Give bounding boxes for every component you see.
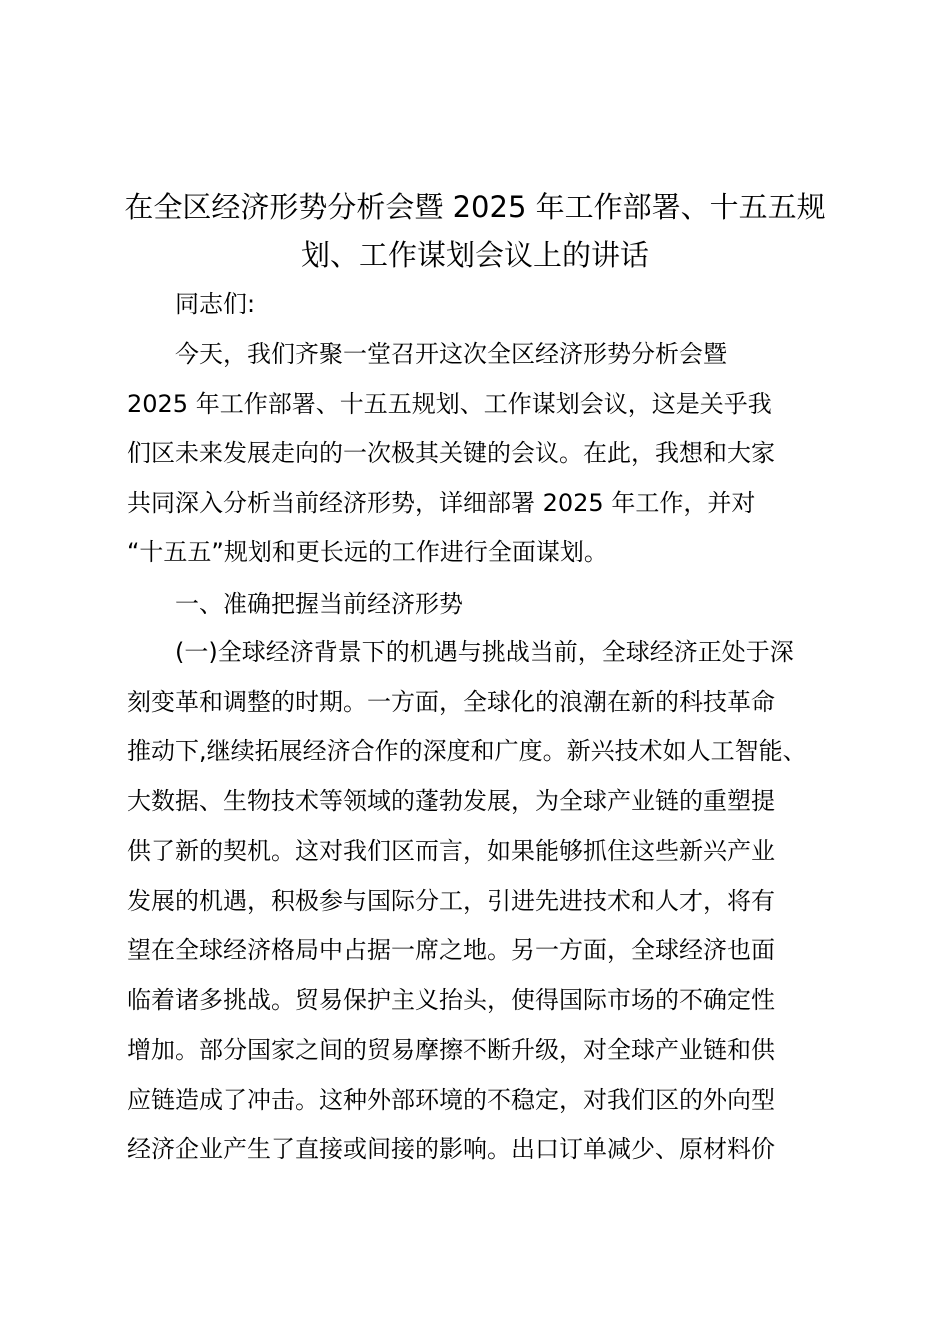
salutation: 同志们: — [175, 290, 256, 318]
document-title-line-1: 在全区经济形势分析会暨 2025 年工作部署、十五五规 — [124, 190, 826, 224]
paragraph2-line-6: 发展的机遇，积极参与国际分工，引进先进技术和人才，将有 — [127, 887, 775, 915]
paragraph1-line-2: 2025 年工作部署、十五五规划、工作谋划会议，这是关乎我 — [127, 390, 772, 418]
paragraph1-line-1: 今天，我们齐聚一堂召开这次全区经济形势分析会暨 — [175, 340, 727, 368]
paragraph2-line-10: 应链造成了冲击。这种外部环境的不稳定，对我们区的外向型 — [127, 1086, 775, 1114]
paragraph2-line-11: 经济企业产生了直接或间接的影响。出口订单减少、原材料价 — [127, 1135, 775, 1163]
paragraph2-line-4: 大数据、生物技术等领域的蓬勃发展，为全球产业链的重塑提 — [127, 787, 775, 815]
document-title-line-2: 划、工作谋划会议上的讲话 — [300, 238, 649, 272]
paragraph2-line-2: 刻变革和调整的时期。一方面，全球化的浪潮在新的科技革命 — [127, 688, 775, 716]
paragraph1-line-5: “十五五”规划和更长远的工作进行全面谋划。 — [127, 538, 608, 566]
paragraph1-line-4: 共同深入分析当前经济形势，详细部署 2025 年工作，并对 — [127, 489, 756, 517]
paragraph2-line-7: 望在全球经济格局中占据一席之地。另一方面，全球经济也面 — [127, 936, 775, 964]
paragraph2-line-5: 供了新的契机。这对我们区而言，如果能够抓住这些新兴产业 — [127, 837, 775, 865]
paragraph2-line-1: (一)全球经济背景下的机遇与挑战当前，全球经济正处于深 — [175, 638, 794, 666]
paragraph2-line-9: 增加。部分国家之间的贸易摩擦不断升级，对全球产业链和供 — [127, 1036, 775, 1064]
paragraph2-line-8: 临着诸多挑战。贸易保护主义抬头，使得国际市场的不确定性 — [127, 986, 775, 1014]
paragraph2-line-3: 推动下,继续拓展经济合作的深度和广度。新兴技术如人工智能、 — [127, 737, 807, 765]
paragraph1-line-3: 们区未来发展走向的一次极其关键的会议。在此，我想和大家 — [127, 439, 775, 467]
section-heading: 一、准确把握当前经济形势 — [175, 590, 463, 618]
